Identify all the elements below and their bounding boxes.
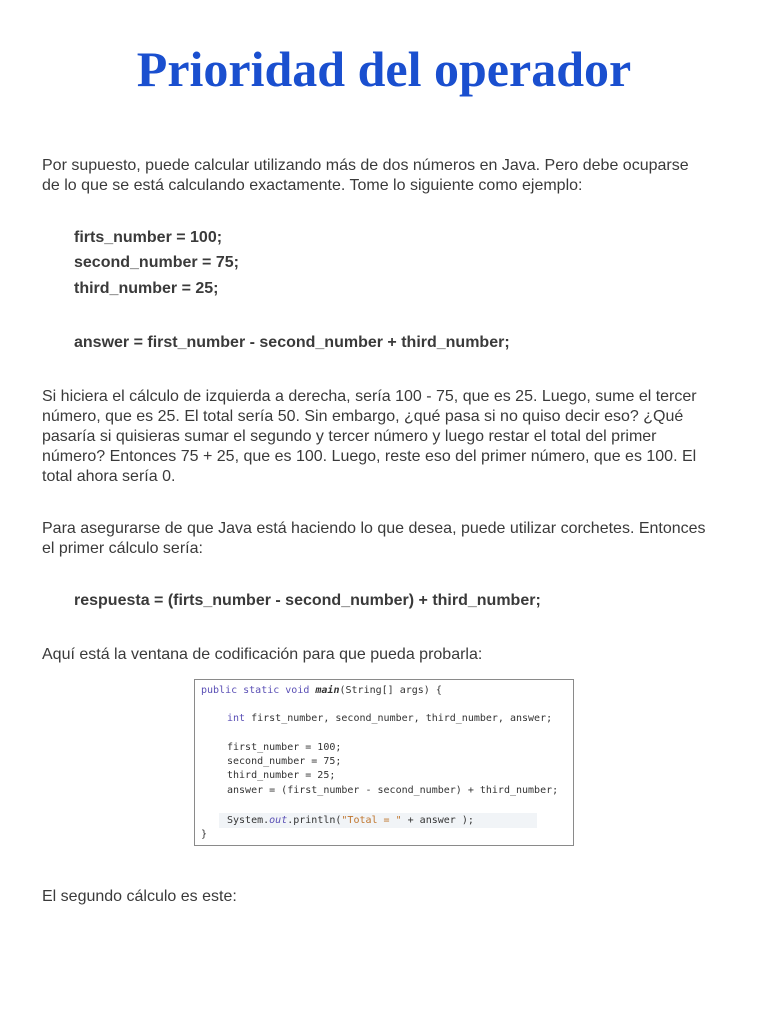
code-window-line-first: first_number = 100; xyxy=(227,742,342,753)
code-second-number: second_number = 75; xyxy=(74,254,239,271)
code-third-number: third_number = 25; xyxy=(74,280,219,297)
explanation-line-2: número, que es 25. El total sería 50. Sin embargo, ¿qué pasa si no quiso decir eso? ¿Qué xyxy=(42,408,684,425)
second-calc-heading: El segundo cálculo es este: xyxy=(42,888,237,905)
brackets-line-1: Para asegurarse de que Java está haciendo lo que desea, puede utilizar corchetes. Entonces xyxy=(42,520,706,537)
code-firts-number: firts_number = 100; xyxy=(74,229,223,246)
method-main: main xyxy=(315,685,340,696)
brackets-line-2: el primer cálculo sería: xyxy=(42,540,203,557)
keyword-int: int xyxy=(227,713,252,724)
coding-window-screenshot xyxy=(194,679,574,846)
coding-window-intro: Aquí está la ventana de codificación para que pueda probarla: xyxy=(42,646,483,663)
code-answer: answer = first_number - second_number + third_number; xyxy=(74,334,510,351)
code-window-line-println xyxy=(227,815,474,827)
intro-line-1: Por supuesto, puede calcular utilizando más de dos números en Java. Pero debe ocuparse xyxy=(42,157,689,174)
println-call: .println( xyxy=(287,815,342,826)
signature-params: (String[] args) { xyxy=(339,685,442,696)
println-rest: + answer ); xyxy=(401,815,474,826)
code-window-line-signature xyxy=(201,685,442,697)
explanation-line-3: pasaría si quisieras sumar el segundo y tercer número y luego restar el total del primer xyxy=(42,428,657,445)
keyword-public-static-void: public static void xyxy=(201,685,316,696)
code-window-line-second: second_number = 75; xyxy=(227,756,342,767)
page-title: Prioridad del operador xyxy=(136,41,632,97)
code-window-line-close: } xyxy=(201,829,208,840)
explanation-line-5: total ahora sería 0. xyxy=(42,468,176,485)
explanation-line-1: Si hiciera el cálculo de izquierda a derecha, sería 100 - 75, que es 25. Luego, sume el tercer xyxy=(42,388,697,405)
explanation-line-4: número? Entonces 75 + 25, que es 100. Luego, reste eso del primer número, que es 100. El xyxy=(42,448,697,465)
code-window-line-answer: answer = (first_number - second_number) + third_number; xyxy=(227,785,559,796)
println-system: System. xyxy=(227,815,270,826)
intro-line-2: de lo que se está calculando exactamente. Tome lo siguiente como ejemplo: xyxy=(42,177,583,194)
println-string: "Total = " xyxy=(341,815,402,826)
code-window-line-declaration xyxy=(227,713,552,725)
code-respuesta: respuesta = (firts_number - second_number) + third_number; xyxy=(74,592,541,609)
declaration-vars: first_number, second_number, third_number, answer; xyxy=(251,713,553,724)
println-out: out xyxy=(269,815,288,826)
code-window-line-third: third_number = 25; xyxy=(227,770,336,781)
